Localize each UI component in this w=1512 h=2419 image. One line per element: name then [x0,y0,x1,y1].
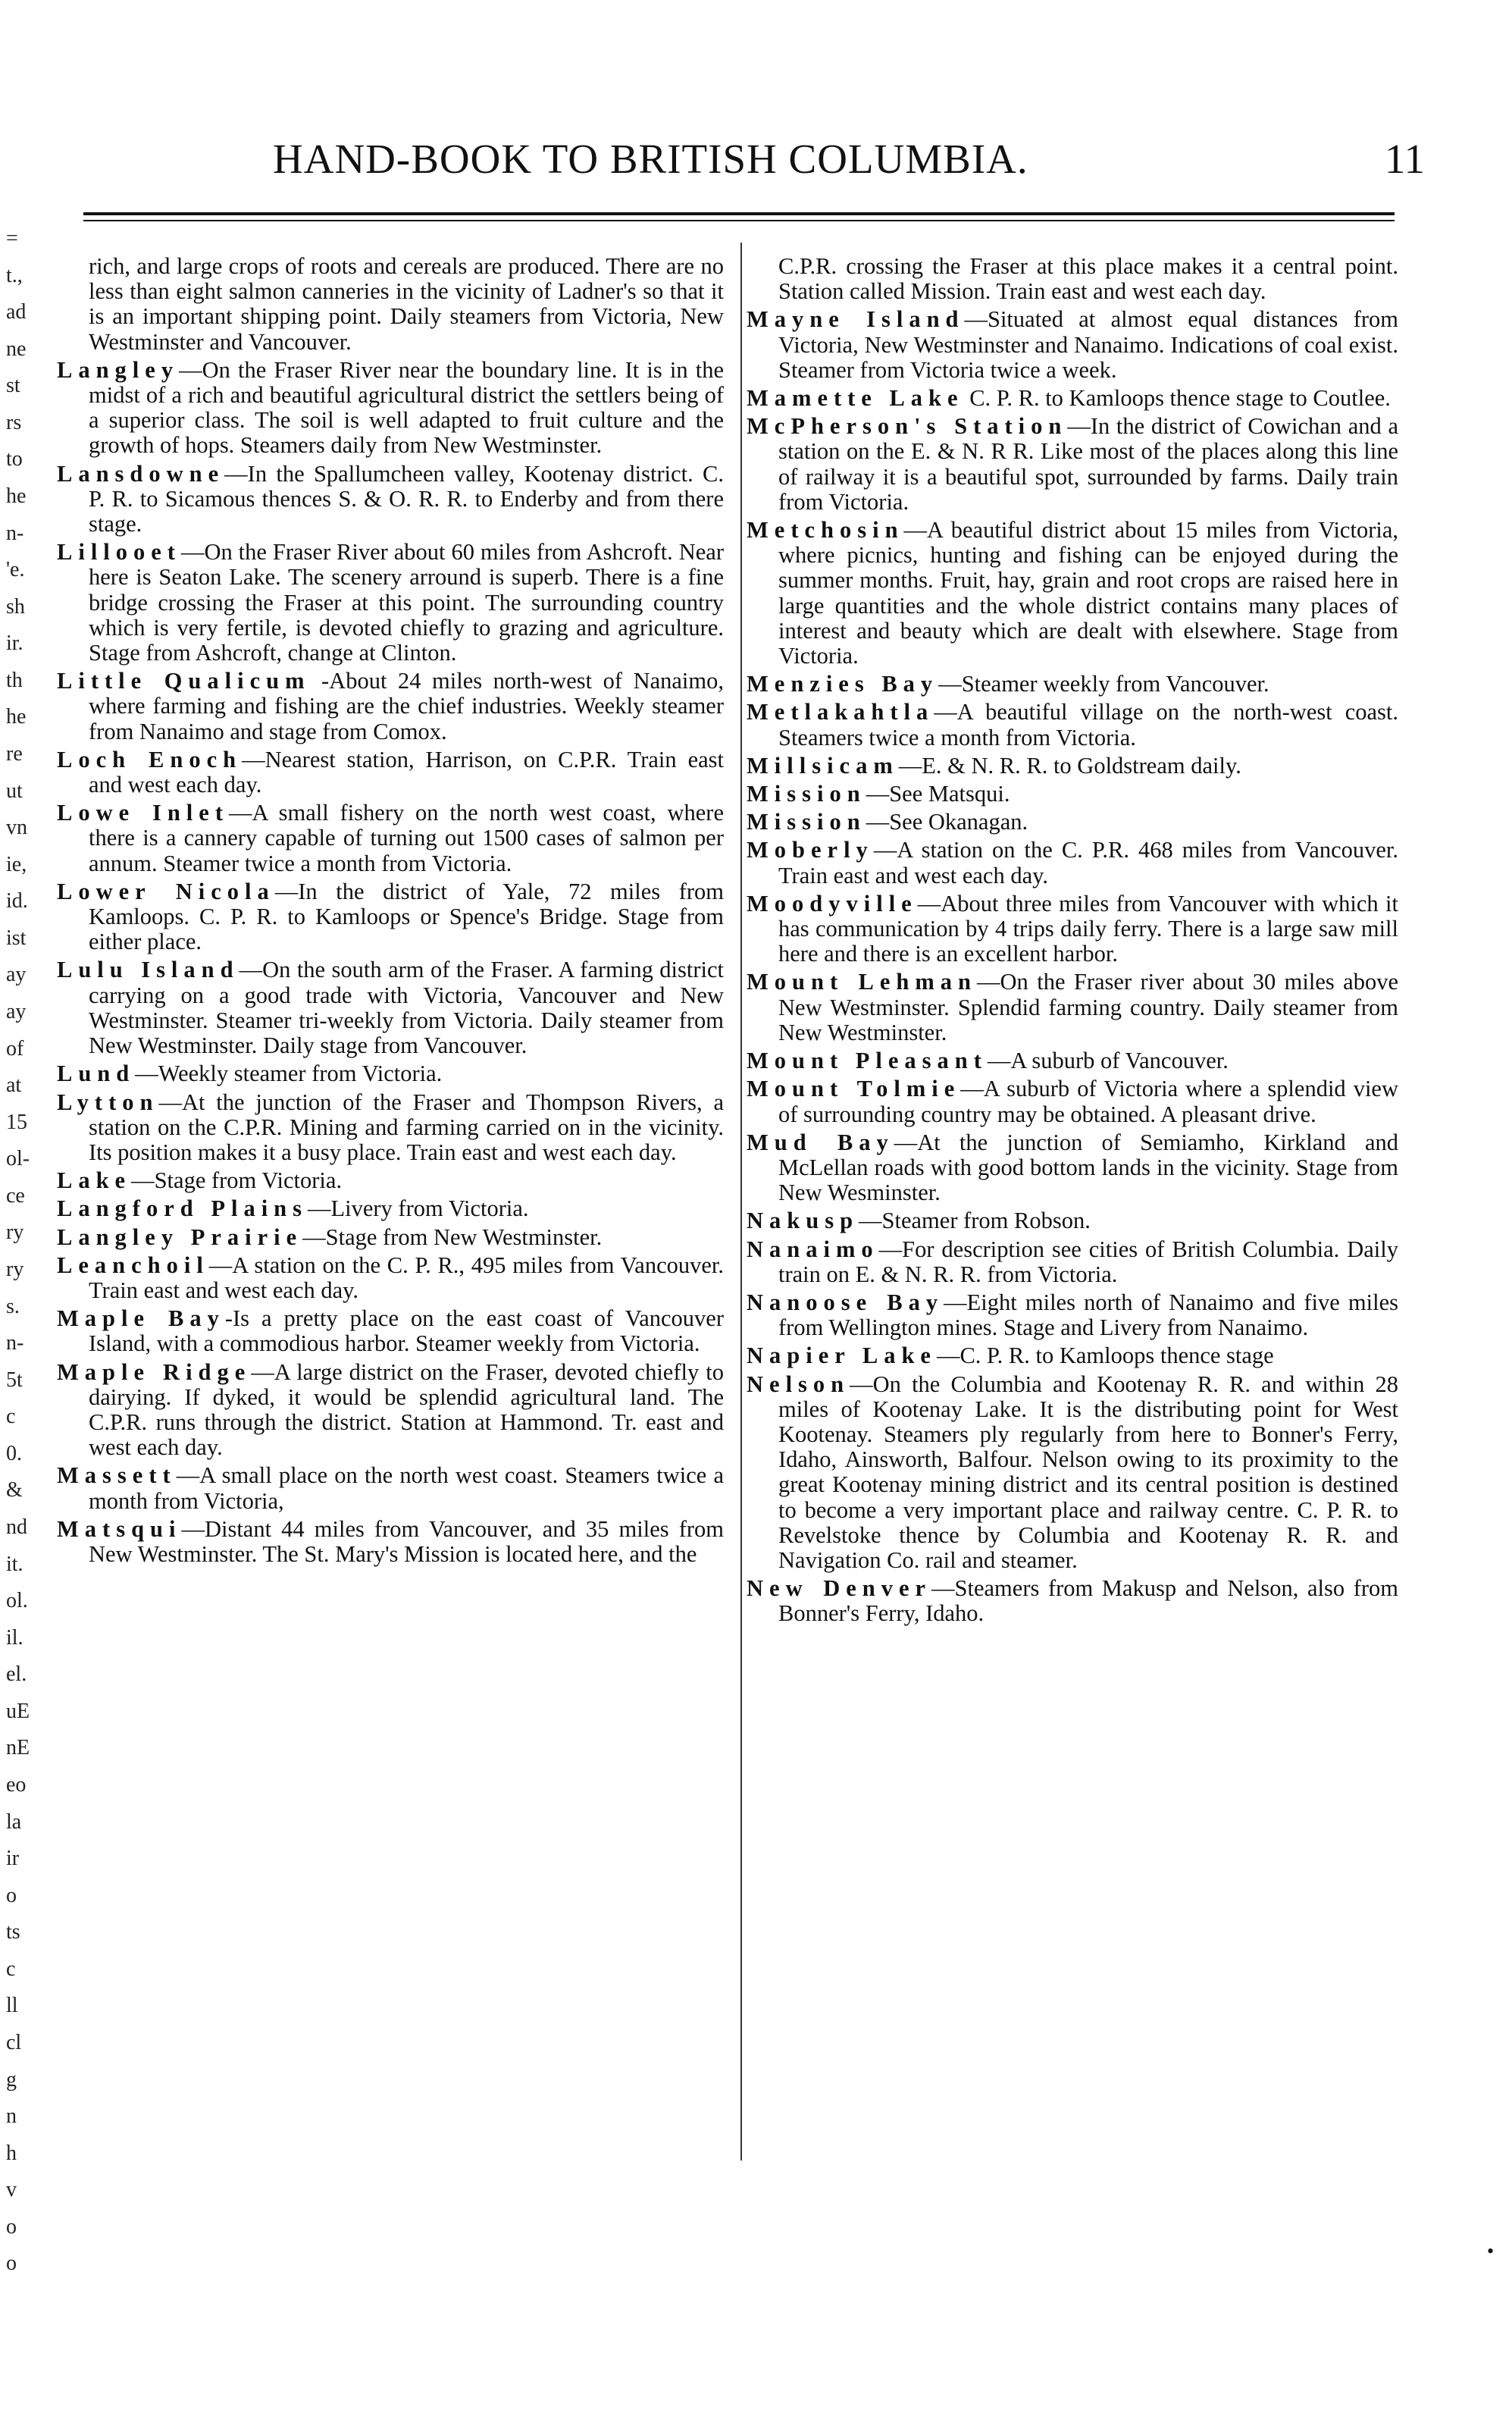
entry-description: —In the Spallumcheen valley, Kootenay district. C. P. R. to Sicamous thences S. & O. R. R. to Enderby and from there stage. [89,460,724,537]
gazetteer-entry [747,672,1398,697]
entry-place-name: Lower Nicola [57,878,275,904]
entry-place-name: Menzies Bay [747,671,939,697]
gazetteer-entry [57,1360,724,1461]
entry-description: —A suburb of Victoria where a splendid view of surrounding country may be obtained. A pleasant drive. [778,1076,1398,1127]
entry-description: -Is a pretty place on the east coast of Vancouver Island, with a commodious harbor. Steamer weekly from Victoria. [89,1305,724,1357]
gazetteer-entry [747,838,1398,888]
margin-fragment: ol. [6,1589,28,1613]
margin-fragment: ir [6,1847,20,1871]
margin-fragment: 'e. [6,558,25,582]
entry-place-name: Nanaimo [747,1236,879,1262]
running-head [273,135,1425,203]
margin-fragment: ne [6,337,27,361]
entry-description: —On the Columbia and Kootenay R. R. and within 28 miles of Kootenay Lake. It is the distributing point for West Kootenay. Steamers ply regularly from here to Bonner's Ferry, Idaho, Ainsworth, Balfour. Nelson owing to its proximity to the great Kootenay mining district and its central position is destined to become a very important place and railway centre. C. P. R. to Revelstoke thence by Columbia and Kootenay R. R. and Navigation Co. rail and steamer. [778,1371,1398,1573]
margin-fragment: n- [6,521,24,545]
margin-fragment: c [6,1957,16,1981]
margin-fragment: he [6,705,27,729]
left-column [57,254,724,1570]
entry-place-name: Lillooet [57,539,181,566]
gazetteer-entry [747,810,1398,835]
margin-fragment: 15 [6,1110,27,1134]
entry-place-name: Mud Bay [747,1129,894,1155]
gazetteer-entry [57,1196,724,1221]
gazetteer-entry [57,1253,724,1303]
entry-description: —See Okanagan. [866,809,1028,835]
gazetteer-entry [57,879,724,955]
margin-fragment: sh [6,594,25,619]
gazetteer-entry [747,1048,1398,1073]
page-title: HAND-BOOK TO BRITISH COLUMBIA. [273,136,1028,182]
entry-place-name: Massett [57,1462,177,1489]
entry-place-name: Langley [57,356,180,383]
entry-place-name: Lowe Inlet [57,800,229,826]
entry-place-name: Little Qualicum [57,668,311,694]
entry-place-name: Lansdowne [57,460,225,487]
gazetteer-entry [747,414,1398,515]
gazetteer-entry [57,801,724,876]
header-rule-thin [83,220,1395,221]
entry-description: —A small fishery on the north west coast, where there is a cannery capable of turning out 1500 cases of salmon per annum. Steamer twice a month from Victoria. [89,800,724,876]
entry-place-name: Mount Pleasant [747,1048,988,1074]
margin-fragment: uE [6,1699,30,1723]
margin-fragment: n [6,2104,17,2129]
entry-description: —In the district of Yale, 72 miles from Kamloops. C. P. R. to Kamloops or Spence's Bridge. Stage from either place. [89,878,725,955]
entry-place-name: Langley Prairie [57,1224,303,1250]
entry-description: —Weekly steamer from Victoria. [135,1061,443,1087]
entry-place-name: Leanchoil [57,1252,209,1278]
entry-description: —For description see cities of British Columbia. Daily train on E. & N. R. R. from Victoria. [778,1236,1398,1287]
gazetteer-entry [747,1576,1398,1626]
entry-description: —C. P. R. to Kamloops thence stage [936,1343,1274,1369]
entry-description: —A large district on the Fraser, devoted chiefly to dairying. If dyked, it would be splendid agricultural land. The C.P.R. runs through the district. Station at Hammond. Tr. east and west each day. [89,1358,724,1461]
gazetteer-entry [57,669,724,744]
margin-fragment: vn [6,816,27,840]
entry-place-name: McPherson's Station [747,413,1068,440]
margin-bullet: • [1487,2240,1495,2262]
entry-place-name: Lytton [57,1089,159,1115]
entry-place-name: Maple Bay [57,1305,225,1332]
entry-description: —A station on the C. P. R., 495 miles from Vancouver. Train east and west each day. [89,1252,724,1303]
margin-fragment: ay [6,1000,27,1023]
entry-description: —Situated at almost equal distances from Victoria, New Westminster and Nanaimo. Indications of coal exist. Steamer from Victoria twice a week. [778,306,1398,383]
margin-fragment: 0. [6,1441,22,1465]
gazetteer-entry [57,1090,724,1166]
entry-place-name: Lake [57,1167,132,1194]
entry-place-name: Nanoose Bay [747,1289,944,1315]
entry-description: —Livery from Victoria. [308,1195,529,1222]
entry-description: —About three miles from Vancouver with which it has communication by 4 trips daily ferry. There is a large saw mill here and there is an excellent harbor. [778,890,1398,967]
entry-place-name: Metchosin [747,517,904,544]
margin-fragment: g [6,2067,17,2092]
entry-place-name: Millsicam [747,752,899,779]
gazetteer-entry [747,1208,1398,1233]
entry-description: —On the Fraser River near the boundary line. It is in the midst of a rich and beautiful agricultural district the settlers being of a superior class. The soil is well adapted to fruit culture and the growth of hops. Steamers daily from New Westminster. [89,356,724,459]
margin-fragment: o [6,2251,17,2276]
margin-fragment: n- [6,1331,24,1355]
margin-fragment: cl [6,2031,22,2054]
margin-fragment: at [6,1073,22,1098]
entry-description: C. P. R. to Kamloops thence stage to Coutlee. [963,385,1391,412]
margin-fragment: ry [6,1220,24,1245]
entry-description: —Steamers from Makusp and Nelson, also from Bonner's Ferry, Idaho. [778,1575,1398,1627]
entry-place-name: Nelson [747,1371,850,1397]
entry-description: —At the junction of the Fraser and Thompson Rivers, a station on the C.P.R. Mining and farming carried on in the vicinity. Its position makes it a busy place. Train east and west each day. [89,1089,724,1165]
margin-fragment: to [6,447,23,472]
margin-fragment: el. [6,1662,27,1687]
gazetteer-entry [57,358,724,459]
entry-description: —Nearest station, Harrison, on C.P.R. Train east and west each day. [89,746,724,798]
margin-fragment: s. [6,1294,20,1318]
entry-description: rich, and large crops of roots and cereals are produced. There are no less than eight salmon canneries in the vicinity of Ladner's so that it is an important shipping point. Daily steamers from Victoria, New Westminster and Vancouver. [89,253,724,355]
gazetteer-entry [57,462,724,537]
gazetteer-entry [57,1517,724,1567]
margin-fragment: ist [6,926,27,950]
page-number: 11 [1385,136,1425,182]
gazetteer-entry [57,1061,724,1086]
margin-fragment: it. [6,1552,23,1576]
margin-fragment: eo [6,1773,27,1797]
entry-place-name: Langford Plains [57,1195,308,1222]
gazetteer-entry [747,970,1398,1045]
margin-fragment: ce [6,1183,25,1208]
entry-place-name: Mount Tolmie [747,1076,961,1102]
gazetteer-entry [57,540,724,666]
margin-fragment: il. [6,1625,23,1650]
entry-place-name: Lund [57,1061,136,1087]
margin-fragment: nE [6,1736,30,1760]
entry-place-name: Moberly [747,837,874,863]
entry-description: —On the south arm of the Fraser. A farming district carrying on a good trade with Victoria, Vancouver and New Westminster. Steamer tri-weekly from Victoria. Daily steamer from New Westminster. Daily stage from Vancouver. [89,957,724,1059]
entry-description: —Steamer from Robson. [859,1208,1091,1234]
right-column [747,254,1398,1630]
margin-fragment: ol- [6,1147,30,1171]
margin-fragment: ay [6,963,27,987]
gazetteer-entry [747,782,1398,807]
gazetteer-entry [57,747,724,797]
margin-fragment: id. [6,889,28,913]
margin-fragment: ad [6,300,27,324]
gazetteer-entry [57,1168,724,1193]
entry-place-name: Napier Lake [747,1343,937,1369]
entry-place-name: Mayne Island [747,306,965,333]
gazetteer-entry [747,754,1398,779]
entry-description: —A station on the C. P.R. 468 miles from Vancouver. Train east and west each day. [778,837,1398,888]
entry-place-name: Mamette Lake [747,385,964,412]
column-divider [740,243,742,2160]
entry-description: —On the Fraser river about 30 miles above New Westminster. Splendid farming country. Daily steamer from New Westminster. [778,969,1398,1045]
gazetteer-entry [747,1130,1398,1206]
margin-fragment: o [6,2214,17,2239]
margin-fragment: = [6,227,18,250]
margin-fragment: ll [6,1994,18,2018]
margin-fragment: t., [6,263,23,287]
entry-place-name: Matsqui [57,1515,182,1542]
margin-fragment: v [6,2178,17,2202]
gazetteer-entry [57,957,724,1058]
margin-fragment: th [6,668,23,692]
margin-fragment: ie, [6,852,27,876]
gazetteer-entry [57,254,724,355]
margin-fragment: rs [6,410,22,434]
margin-fragment: re [6,742,23,766]
margin-fragment: ir. [6,631,23,656]
margin-fragment: nd [6,1515,27,1539]
entry-description: —E. & N. R. R. to Goldstream daily. [898,752,1241,779]
margin-fragment: h [6,2141,17,2165]
margin-fragment: la [6,1810,22,1834]
entry-description: —At the junction of Semiamho, Kirkland and McLellan roads with good bottom lands in the vicinity. Stage from New Wesminster. [778,1129,1399,1206]
margin-fragment: ut [6,779,23,803]
entry-place-name: Nakusp [747,1208,859,1234]
entry-place-name: New Denver [747,1575,932,1602]
entry-place-name: Moodyville [747,890,918,917]
gazetteer-entry [747,1372,1398,1574]
header-rule [83,212,1395,215]
entry-description: —Eight miles north of Nanaimo and five miles from Wellington mines. Stage and Livery from Nanaimo. [778,1289,1398,1341]
gazetteer-entry [747,1290,1398,1340]
entry-description: —A small place on the north west coast. Steamers twice a month from Victoria, [89,1462,724,1514]
entry-description: —A beautiful village on the north-west coast. Steamers twice a month from Victoria. [778,699,1398,750]
gazetteer-entry [747,254,1398,304]
gazetteer-entry [747,386,1398,411]
margin-fragment: of [6,1036,24,1061]
gazetteer-entry [57,1306,724,1356]
margin-fragment: c [6,1405,16,1429]
entry-description: —In the district of Cowichan and a station on the E. & N. R R. Like most of the places along this line of railway it is a beautiful spot, surrounded by farms. Daily train from Victoria. [778,413,1398,515]
entry-description: —On the Fraser River about 60 miles from Ashcroft. Near here is Seaton Lake. The scenery arround is superb. There is a fine bridge crossing the Fraser at this point. The surrounding country which is very fertile, is devoted chiefly to grazing and agriculture. Stage from Ashcroft, change at Clinton. [89,539,724,666]
entry-description: C.P.R. crossing the Fraser at this place makes it a central point. Station called Mission. Train east and west each day. [778,253,1398,305]
margin-fragment: st [6,374,20,398]
margin-fragment: ts [6,1920,20,1944]
entry-place-name: Loch Enoch [57,746,243,772]
entry-place-name: Mission [747,809,866,835]
margin-fragment: he [6,484,27,508]
entry-place-name: Lulu Island [57,957,239,983]
entry-description: —Stage from Victoria. [131,1167,343,1194]
margin-fragment: 5t [6,1368,23,1392]
entry-description: —A suburb of Vancouver. [987,1048,1229,1074]
entry-description: -About 24 miles north-west of Nanaimo, where farming and fishing are the chief industries. Weekly steamer from Nanaimo and stage from Comox. [89,668,724,744]
margin-fragment: ry [6,1258,24,1281]
gazetteer-entry [747,891,1398,967]
margin-fragment: o [6,1883,17,1907]
entry-description: —Steamer weekly from Vancouver. [938,671,1269,697]
entry-place-name: Mission [747,781,866,807]
gazetteer-entry [747,518,1398,669]
entry-place-name: Maple Ridge [57,1358,252,1385]
entry-description: —Distant 44 miles from Vancouver, and 35 miles from New Westminster. The St. Mary's Mission is located here, and the [89,1515,724,1567]
entry-description: —A beautiful district about 15 miles from Victoria, where picnics, hunting and fishing can be enjoyed during the summer months. Fruit, hay, grain and root crops are raised here in large quantities and the whole district contains many places of interest and beauty which are dealt with elsewhere. Stage from Victoria. [778,517,1398,669]
entry-place-name: Mount Lehman [747,969,978,995]
entry-description: —Stage from New Westminster. [302,1224,603,1250]
gazetteer-entry [747,1076,1398,1126]
gazetteer-entry [747,1343,1398,1368]
entry-place-name: Metlakahtla [747,699,934,725]
gazetteer-entry [747,307,1398,383]
gazetteer-entry [747,1237,1398,1287]
gazetteer-entry [57,1463,724,1513]
gazetteer-entry [747,700,1398,750]
entry-description: —See Matsqui. [866,781,1010,807]
margin-fragment: & [6,1478,23,1502]
gazetteer-entry [57,1225,724,1250]
